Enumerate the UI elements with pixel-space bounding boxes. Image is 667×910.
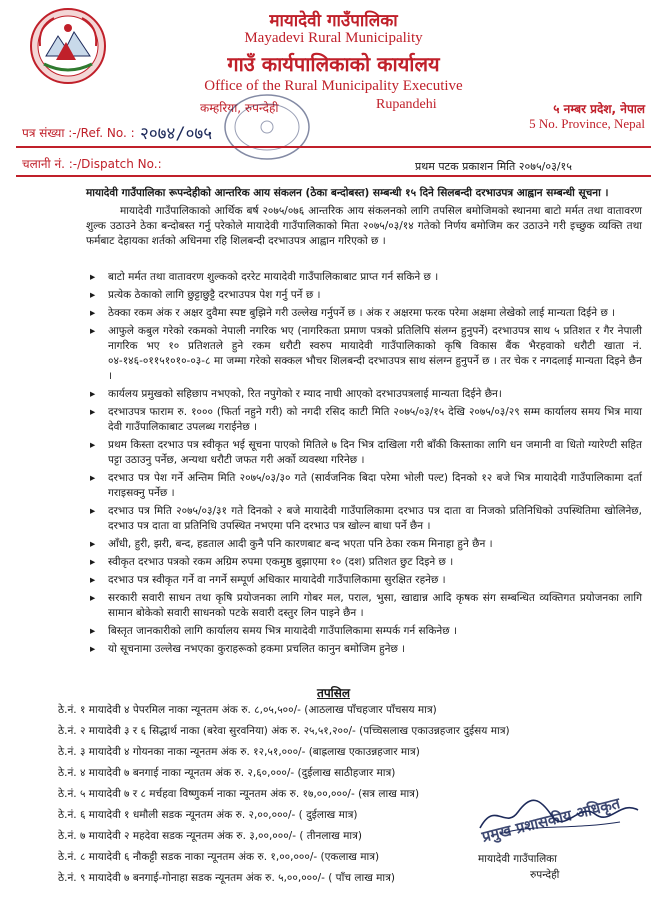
condition-item: ▸ कार्यलय प्रमुखको सहिछाप नभएको, रित नपुगेको र म्याद नाघी आएको दरभाउपत्रलाई मान्यता दिईने छैन। (90, 388, 502, 400)
condition-text: आफुले कबुल गरेको रकमको नेपाली नगरिक भए (नागरिकता प्रमाण पत्रको प्रतिलिपि संलग्न हुनुपर्ने) दरभाउपत्र साथ ५ प्रतिशत र गैर नेपाली नागरिक भए १० प्रतिशतले हुने रकम धरौटी स्वरुप मायादेवी गाउँपालिकाको कृषि विकास बैंक भैरहवाको धरौटी खाता नं. ०४-१४६-०११५१०१०-०३-८ मा जम्मा गरेको सक्कल भौचर शिलबन्दी दरभाउपत्र साथ संलग्न हुनुपर्ने छ । तर चेक र नगदलाई मान्यता दिइने छैन । (108, 325, 642, 382)
condition-item: ▸ स्वीकृत दरभाउ पत्रको रकम अग्रिम रुपमा एकमुष्ठ बुझाएमा १० (दश) प्रतिशत छुट दिइने छ । (90, 556, 454, 568)
province-en: 5 No. Province, Nepal (529, 116, 645, 131)
condition-item: ▸ प्रथम किस्ता दरभाउ पत्र स्वीकृत भई सूचना पाएको मितिले ७ दिन भित्र दाखिला गरी बाँकी किस्ताका लागि धन जमानी वा धितो ग्यारेण्टी सहित पट्टा उठाउनु पर्नेछ, अन्यथा धरौटी जफत गरी अर्को व्यवस्था गरिनेछ । (90, 439, 642, 466)
condition-text: कार्यलय प्रमुखको सहिछाप नभएको, रित नपुगेको र म्याद नाघी आएको दरभाउपत्रलाई मान्यता दिईने छैन। (108, 388, 502, 400)
contract-item: ठे.नं. ८ मायादेवी ६ नौकट्टी सडक नाका न्यूनतम अंक रु. १,००,०००/- (एकलाख मात्र) (58, 851, 380, 863)
conditions-list (86, 270, 642, 660)
condition-text: बिस्तृत जानकारीको लागि कार्यालय समय भित्र मायादेवी गाउँपालिकामा सम्पर्क गर्न सकिनेछ । (108, 625, 457, 637)
condition-text: दरभाउ पत्र मिति २०७५/०३/३१ गते दिनको २ बजे मायादेवी गाउँपालिकामा दरभाउ पत्र दाता वा निजको प्रतिनिधिको उपस्थितिमा खोलिनेछ, दरभाउ पत्र दाता वा प्रतिनिधि उपस्थित नभएमा पनि दरभाउ पत्र खोल्न बाधा पर्ने छैन । (108, 505, 642, 532)
condition-text: दरभाउपत्र फाराम रु. १००० (फिर्ता नहुने गरी) को नगदी रसिद काटी मिति २०७५/०३/१५ देखि २०७५/०३/२९ सम्म कार्यालय समय भित्र माया देवी गाउँपालिकाबाट उपलब्ध गराईनेछ । (108, 406, 642, 433)
condition-text: बाटो मर्मत तथा वातावरण शुल्कको दररेट मायादेवी गाउँपालिकाबाट प्राप्त गर्न सकिने छ । (108, 271, 439, 283)
address-en: Rupandehi (376, 97, 437, 112)
signature-office-line1: मायादेवी गाउँपालिका (478, 853, 557, 865)
ref-no-label: पत्र संख्या :-/Ref. No. : (22, 126, 135, 140)
ref-no-value: २०७४/०७५ (140, 124, 213, 144)
province-np: ५ नम्बर प्रदेश, नेपाल (553, 102, 645, 116)
publication-note: प्रथम पटक प्रकाशन मिति २०७५/०३/१५ (415, 160, 572, 173)
notice-intro: मायादेवी गाउँपालिकाको आर्थिक बर्ष २०७५/०७६ आन्तरिक आय संकलनको लागि तपसिल बमोजिमको स्थानमा बाटो मर्मत तथा वातावरण शुल्क उठाउने ठेका बन्दोबस्त गर्नु परेकोले मायादेवी गाउँपालिकाको मिता २०७५/०३/१४ गतेको निर्णय बमोजिम कर उठाउने गरी इच्छुक व्यक्ति तथा फर्मबाट देहायका शर्तको अधिनमा रहि शिलबन्दी दरभाउपत्र आह्वान गरिएको छ । (86, 205, 642, 247)
condition-item: ▸ प्रत्येक ठेकाको लागि छुट्टाछुट्टै दरभाउपत्र पेश गर्नु पर्ने छ । (90, 289, 321, 301)
officer-stamp: प्रमुख प्रशासकीय अधिकृत (479, 794, 622, 846)
office-name-np: गाउँ कार्यपालिकाको कार्यालय (227, 52, 440, 76)
condition-item: ▸ दरभाउ पत्र पेश गर्ने अन्तिम मिति २०७५/०३/३० गते (सार्वजनिक बिदा परेमा भोली पल्ट) दिनको १२ बजे भित्र मायादेवी गाउँपालिकामा दर्ता गराइसक्नु पर्नेछ । (90, 472, 642, 499)
condition-text: प्रथम किस्ता दरभाउ पत्र स्वीकृत भई सूचना पाएको मितिले ७ दिन भित्र दाखिला गरी बाँकी किस्ताका लागि धन जमानी वा धितो ग्यारेण्टी सहित पट्टा उठाउनु पर्नेछ, अन्यथा धरौटी जफत गरी अर्को व्यवस्था गरिनेछ । (108, 439, 642, 466)
address-np: कम्हरिया, रुपन्देही (200, 101, 279, 115)
condition-item: ▸ बिस्तृत जानकारीको लागि कार्यालय समय भित्र मायादेवी गाउँपालिकामा सम्पर्क गर्न सकिनेछ । (90, 625, 457, 637)
condition-item: ▸ ठेक्का रकम अंक र अक्षर दुवैमा स्पष्ट बुझिने गरी उल्लेख गर्नुपर्ने छ । अंक र अक्षरमा फरक परेमा अक्षमा लेखेको लाई मान्यता दिईने छ । (90, 307, 616, 319)
contract-item: ठे.नं. ९ मायादेवी ७ बनगाई-गोनाहा सडक न्यूनतम अंक रु. ५,००,०००/- ( पाँच लाख मात्र) (58, 872, 396, 884)
municipality-name-np: मायादेवी गाउँपालिका (269, 11, 398, 31)
contract-item: ठे.नं. ४ मायादेवी ७ बनगाई नाका न्यूनतम अंक रु. २,६०,०००/- (दुईलाख साठीहजार मात्र) (58, 767, 396, 779)
condition-text: यो सूचनामा उल्लेख नभएका कुराहरूको हकमा प्रचलित कानुन बमोजिम हुनेछ । (108, 643, 406, 655)
office-stamp-icon (222, 92, 312, 162)
header-divider (16, 146, 651, 148)
signature-office-line2: रुपन्देही (530, 869, 560, 881)
condition-item: ▸ दरभाउपत्र फाराम रु. १००० (फिर्ता नहुने गरी) को नगदी रसिद काटी मिति २०७५/०३/१५ देखि २०७५/०३/२९ सम्म कार्यालय समय भित्र माया देवी गाउँपालिकाबाट उपलब्ध गराईनेछ । (90, 406, 642, 433)
contract-item: ठे.नं. ५ मायादेवी ७ र ८ मर्चहवा विष्णुकर्म नाका न्यूनतम अंक रु. १७,००,०००/- (सत्र लाख मात्र) (58, 788, 420, 800)
condition-text: दरभाउ पत्र स्वीकृत गर्ने वा नगर्ने सम्पूर्ण अधिकार मायादेवी गाउँपालिकामा सुरक्षित रहनेछ । (108, 574, 446, 586)
contract-item: ठे.नं. २ मायादेवी ३ र ६ सिद्धार्थ नाका (बरेवा सुरवनिया) अंक रु. २५,५१,२००/- (पच्चिसलाख एकाउन्नहजार दुईसय मात्र) (58, 725, 510, 737)
condition-item: ▸ दरभाउ पत्र स्वीकृत गर्ने वा नगर्ने सम्पूर्ण अधिकार मायादेवी गाउँपालिकामा सुरक्षित रहनेछ । (90, 574, 446, 586)
contract-item: ठे.नं. ७ मायादेवी २ महदेवा सडक न्यूनतम अंक रु. ३,००,०००/- ( तीनलाख मात्र) (58, 830, 362, 842)
condition-item: ▸ सरकारी सवारी साधन तथा कृषि प्रयोजनका लागि गोबर मल, पराल, भुसा, खाद्यान्न आदि कृषक संग सम्बन्धित व्यक्तिगत प्रयोजनका लागि सामान बोकेको सवारी साधनको पटके सवारी दस्तुर लिन पाइने छैन । (90, 592, 642, 619)
condition-text: सरकारी सवारी साधन तथा कृषि प्रयोजनका लागि गोबर मल, पराल, भुसा, खाद्यान्न आदि कृषक संग सम्बन्धित व्यक्तिगत प्रयोजनका लागि सामान बोकेको सवारी साधनको पटके सवारी दस्तुर लिन पाइने छैन । (108, 592, 642, 619)
schedule-heading: तपसिल (316, 686, 350, 700)
dispatch-no-label: चलानी नं. :-/Dispatch No.: (22, 157, 162, 171)
condition-item: ▸ दरभाउ पत्र मिति २०७५/०३/३१ गते दिनको २ बजे मायादेवी गाउँपालिकामा दरभाउ पत्र दाता वा निजको प्रतिनिधिको उपस्थितिमा खोलिनेछ, दरभाउ पत्र दाता वा प्रतिनिधि उपस्थित नभएमा पनि दरभाउ पत्र खोल्न बाधा पर्ने छैन । (90, 505, 642, 532)
condition-text: स्वीकृत दरभाउ पत्रको रकम अग्रिम रुपमा एकमुष्ठ बुझाएमा १० (दश) प्रतिशत छुट दिइने छ । (108, 556, 454, 568)
municipality-name-en: Mayadevi Rural Municipality (244, 30, 423, 46)
contract-item: ठे.नं. १ मायादेवी ४ पेपरमिल नाका न्यूनतम अंक रु. ८,०५,५००/- (आठलाख पाँचहजार पाँचसय मात्र) (58, 704, 437, 716)
notice-subject: मायादेवी गाउँपालिका रूपन्देहीको आन्तरिक आय संकलन (ठेका बन्दोबस्त) सम्बन्धी १५ दिने सिलबन्दी दरभाउपत्र आह्वान सम्बन्धी सूचना । (86, 187, 609, 199)
condition-item: ▸ आँधी, हुरी, झरी, बन्द, हडताल आदी कुनै पनि कारणबाट बन्द भएता पनि ठेका रकम मिनाहा हुने छैन । (90, 538, 493, 550)
condition-item: ▸ बाटो मर्मत तथा वातावरण शुल्कको दररेट मायादेवी गाउँपालिकाबाट प्राप्त गर्न सकिने छ । (90, 271, 439, 283)
contract-item: ठे.नं. ३ मायादेवी ४ गोयनका नाका न्यूनतम अंक रु. १२,५१,०००/- (बाह्रलाख एकाउन्नहजार मात्र) (58, 746, 420, 758)
dispatch-divider (16, 175, 651, 177)
condition-item: ▸ आफुले कबुल गरेको रकमको नेपाली नगरिक भए (नागरिकता प्रमाण पत्रको प्रतिलिपि संलग्न हुनुपर्ने) दरभाउपत्र साथ ५ प्रतिशत र गैर नेपाली नागरिक भए १० प्रतिशतले हुने रकम धरौटी स्वरुप मायादेवी गाउँपालिकाको कृषि विकास बैंक भैरहवाको धरौटी खाता नं. ०४-१४६-०११५१०१०-०३-८ मा जम्मा गरेको सक्कल भौचर शिलबन्दी दरभाउपत्र साथ संलग्न हुनुपर्ने छ । तर चेक र नगदलाई मान्यता दिइने छैन । (90, 325, 642, 382)
office-name-en: Office of the Rural Municipality Executive (204, 78, 463, 94)
contract-item: ठे.नं. ६ मायादेवी १ धमौली सडक न्यूनतम अंक रु. २,००,०००/- ( दुईलाख मात्र) (58, 809, 358, 821)
condition-text: दरभाउ पत्र पेश गर्ने अन्तिम मिति २०७५/०३/३० गते (सार्वजनिक बिदा परेमा भोली पल्ट) दिनको १२ बजे भित्र मायादेवी गाउँपालिकामा दर्ता गराइसक्नु पर्नेछ । (108, 472, 642, 499)
condition-text: प्रत्येक ठेकाको लागि छुट्टाछुट्टै दरभाउपत्र पेश गर्नु पर्ने छ । (108, 289, 321, 301)
condition-text: आँधी, हुरी, झरी, बन्द, हडताल आदी कुनै पनि कारणबाट बन्द भएता पनि ठेका रकम मिनाहा हुने छैन । (108, 538, 493, 550)
condition-item: ▸ यो सूचनामा उल्लेख नभएका कुराहरूको हकमा प्रचलित कानुन बमोजिम हुनेछ । (90, 643, 406, 655)
condition-text: ठेक्का रकम अंक र अक्षर दुवैमा स्पष्ट बुझिने गरी उल्लेख गर्नुपर्ने छ । अंक र अक्षरमा फरक परेमा अक्षमा लेखेको लाई मान्यता दिईने छ । (108, 307, 616, 319)
